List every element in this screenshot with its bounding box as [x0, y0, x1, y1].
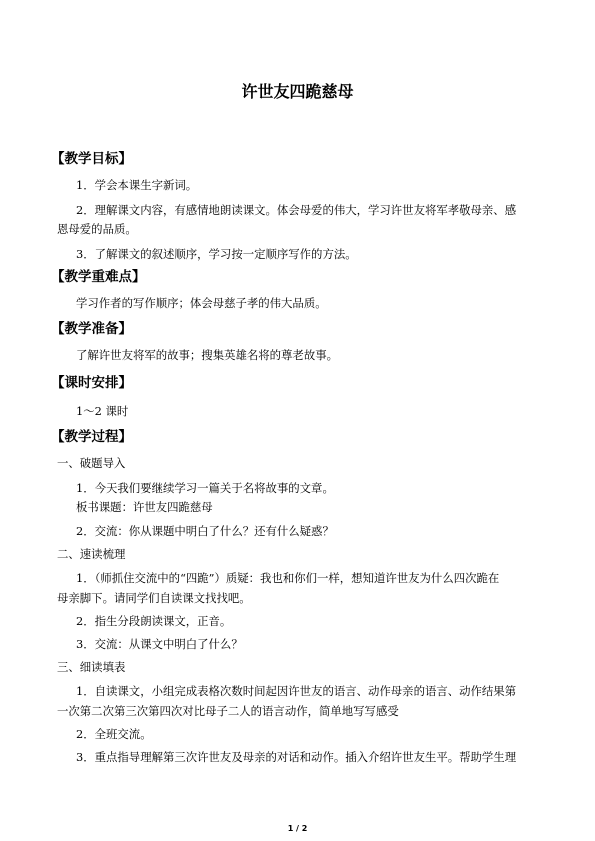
section-heading-goals: 【教学目标】: [51, 151, 132, 167]
process-part-2-title: 二、速读梳理: [57, 547, 126, 561]
goal-item-2-line-2: 恩母爱的品质。: [57, 222, 137, 236]
process-part-3-title: 三、细读填表: [57, 660, 126, 674]
process-part-3-line-3: 3．重点指导理解第三次许世友及母亲的对话和动作。插入介绍许世友生平。帮助学生理: [76, 750, 517, 764]
section-heading-schedule: 【课时安排】: [51, 375, 132, 391]
process-part-1-line-2: 板书课题：许世友四跪慈母: [76, 500, 213, 514]
section-heading-process: 【教学过程】: [51, 429, 132, 445]
schedule-text: 1～2 课时: [76, 404, 129, 418]
process-part-3-line-1b: 一次第二次第三次第四次对比母子二人的语言动作，简单地写写感受: [57, 704, 399, 718]
process-part-1-line-3: 2．交流：你从课题中明白了什么？还有什么疑惑？: [76, 524, 334, 538]
process-part-2-line-1b: 母亲脚下。请同学们自读课文找找吧。: [57, 591, 251, 605]
section-heading-preparation: 【教学准备】: [51, 321, 132, 337]
process-part-3-line-1a: 1．自读课文，小组完成表格次数时间起因许世友的语言、动作母亲的语言、动作结果第: [76, 684, 517, 698]
page-title: 许世友四跪慈母: [241, 82, 354, 101]
goal-item-3: 3．了解课文的叙述顺序，学习按一定顺序写作的方法。: [76, 247, 357, 261]
section-heading-keypoints: 【教学重难点】: [51, 269, 146, 285]
keypoints-text: 学习作者的写作顺序；体会母慈子孝的伟大品质。: [76, 296, 327, 310]
process-part-2-line-2: 2．指生分段朗读课文，正音。: [76, 614, 232, 628]
page-number: 1 / 2: [287, 824, 308, 833]
process-part-2-line-1a: 1．（师抓住交流中的“四跪”）质疑：我也和你们一样，想知道许世友为什么四次跪在: [76, 571, 500, 585]
process-part-2-line-3: 3．交流：从课文中明白了什么？: [76, 637, 243, 651]
preparation-text: 了解许世友将军的故事；搜集英雄名将的尊老故事。: [76, 348, 338, 362]
goal-item-1: 1．学会本课生字新词。: [76, 178, 198, 192]
process-part-1-line-1: 1．今天我们要继续学习一篇关于名将故事的文章。: [76, 481, 334, 495]
process-part-1-title: 一、破题导入: [57, 456, 126, 470]
goal-item-2-line-1: 2．理解课文内容，有感情地朗读课文。体会母爱的伟大，学习许世友将军孝敬母亲、感: [76, 203, 517, 217]
process-part-3-line-2: 2．全班交流。: [76, 727, 152, 741]
